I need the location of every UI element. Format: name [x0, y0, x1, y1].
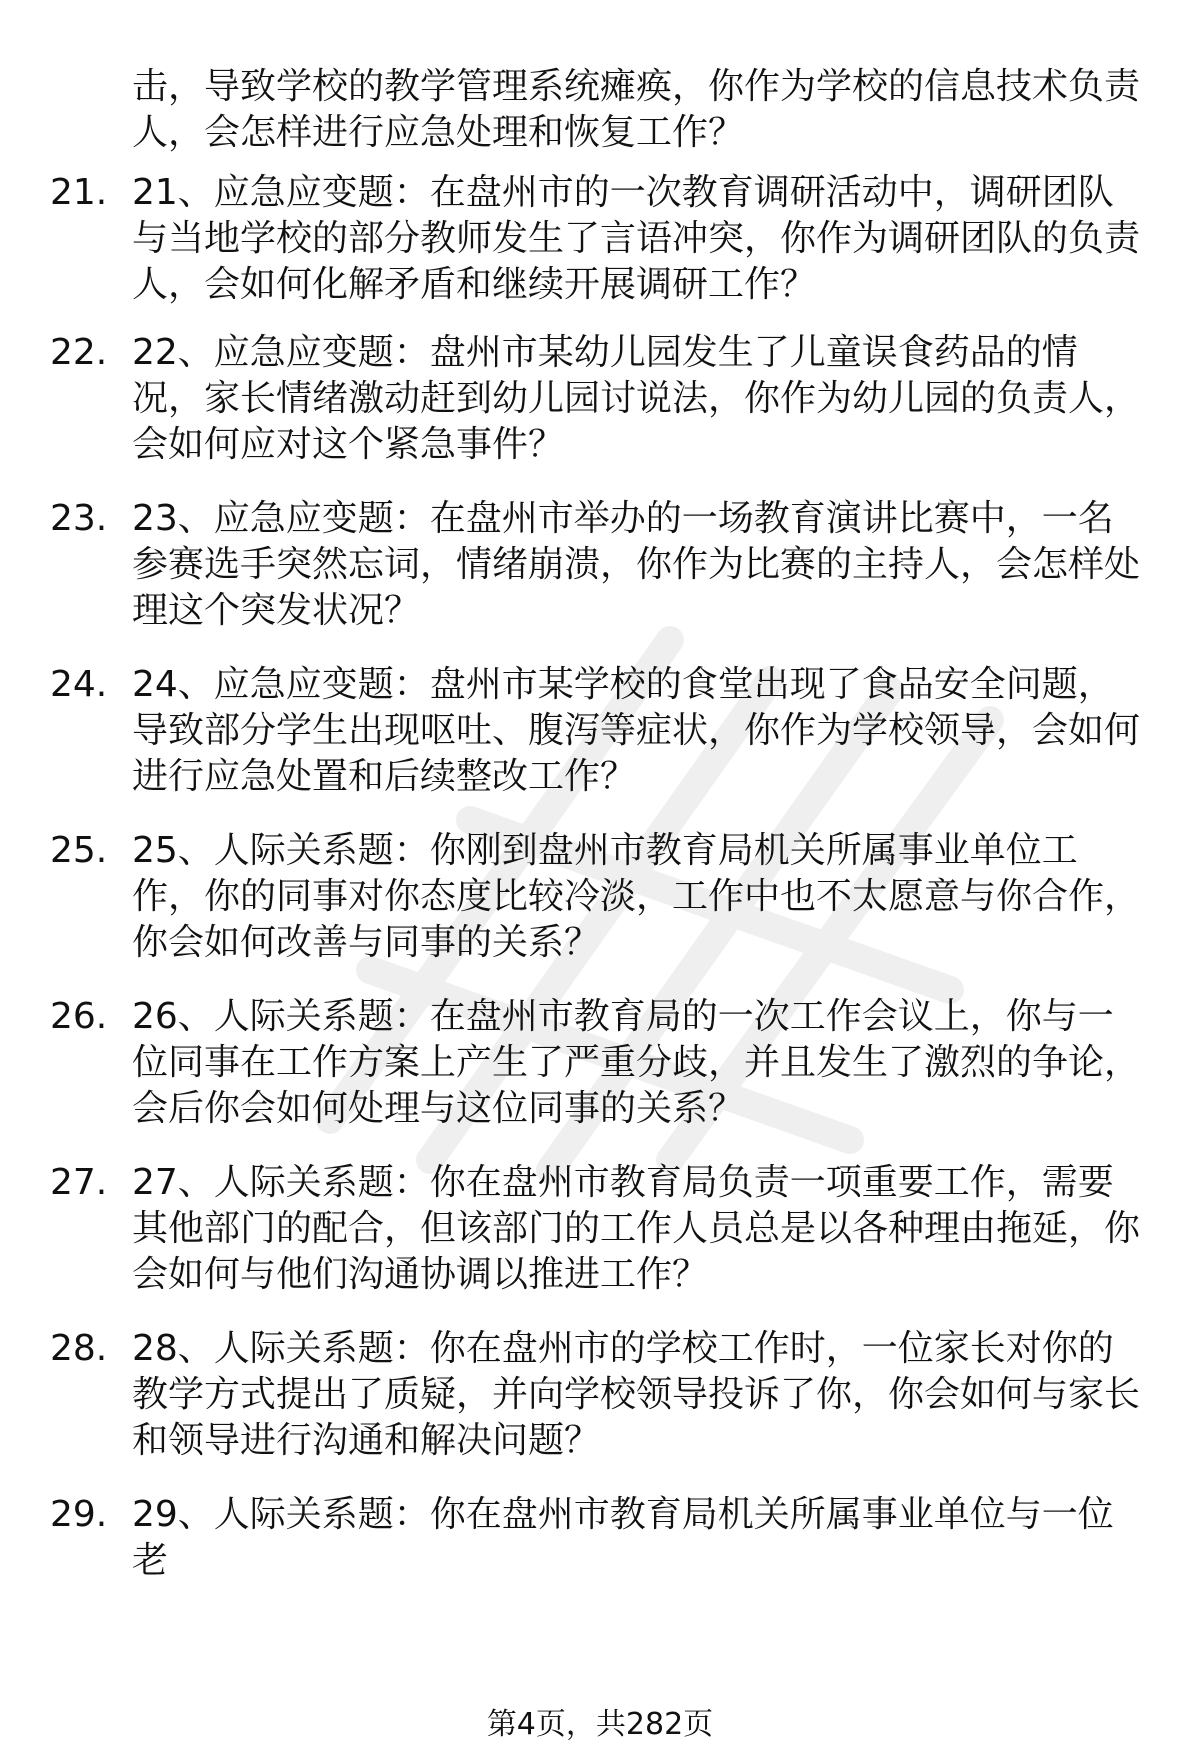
- item-number: 27.: [50, 1162, 108, 1203]
- item-number: 26.: [50, 996, 108, 1037]
- item-text: 24、应急应变题：盘州市某学校的食堂出现了食品安全问题，导致部分学生出现呕吐、腹泻等症状，你作为学校领导，会如何进行应急处置和后续整改工作？: [132, 664, 1141, 797]
- item-text: 21、应急应变题：在盘州市的一次教育调研活动中，调研团队与当地学校的部分教师发生了言语冲突，你作为调研团队的负责人，会如何化解矛盾和继续开展调研工作？: [132, 172, 1141, 305]
- continued-question-text: 击，导致学校的教学管理系统瘫痪，你作为学校的信息技术负责人，会怎样进行应急处理和恢复工作？: [132, 66, 1141, 153]
- item-number: 21.: [50, 172, 108, 213]
- item-number: 22.: [50, 332, 108, 373]
- item-text: 25、人际关系题：你刚到盘州市教育局机关所属事业单位工作，你的同事对你态度比较冷淡，工作中也不太愿意与你合作，你会如何改善与同事的关系？: [132, 830, 1141, 963]
- item-number: 24.: [50, 664, 108, 705]
- item-text: 27、人际关系题：你在盘州市教育局负责一项重要工作，需要其他部门的配合，但该部门的工作人员总是以各种理由拖延，你会如何与他们沟通协调以推进工作？: [132, 1162, 1141, 1295]
- item-number: 23.: [50, 498, 108, 539]
- item-text: 28、人际关系题：你在盘州市的学校工作时，一位家长对你的教学方式提出了质疑，并向学校领导投诉了你，你会如何与家长和领导进行沟通和解决问题？: [132, 1328, 1141, 1461]
- item-text: 29、人际关系题：你在盘州市教育局机关所属事业单位与一位老: [132, 1494, 1114, 1581]
- item-text: 26、人际关系题：在盘州市教育局的一次工作会议上，你与一位同事在工作方案上产生了严重分歧，并且发生了激烈的争论，会后你会如何处理与这位同事的关系？: [132, 996, 1141, 1129]
- item-number: 28.: [50, 1328, 108, 1369]
- page-number-footer: 第4页，共282页: [486, 1707, 714, 1742]
- item-number: 25.: [50, 830, 108, 871]
- item-number: 29.: [50, 1494, 108, 1535]
- item-text: 22、应急应变题：盘州市某幼儿园发生了儿童误食药品的情况，家长情绪激动赶到幼儿园讨说法，你作为幼儿园的负责人，会如何应对这个紧急事件？: [132, 332, 1141, 465]
- item-text: 23、应急应变题：在盘州市举办的一场教育演讲比赛中，一名参赛选手突然忘词，情绪崩溃，你作为比赛的主持人，会怎样处理这个突发状况？: [132, 498, 1141, 631]
